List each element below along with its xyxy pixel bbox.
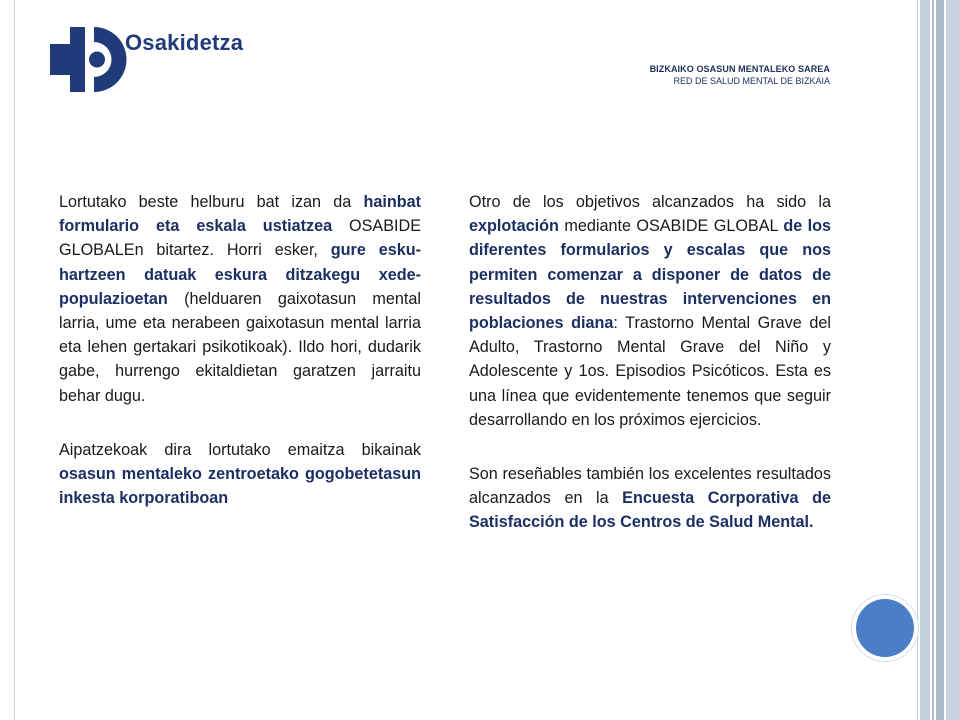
text-run: : Trastorno Mental Grave del Adulto, Trastorno Mental Grave del Niño y Adolescente y 1os. Episodios Psicóticos. Esta es una línea que evidentemente tenemos que seguir desarrollando en los próximos ejercicios.	[469, 314, 831, 429]
text-run: Lortutako beste helburu bat izan da	[59, 193, 364, 211]
decor-strip	[936, 0, 944, 720]
left-paragraph-1	[59, 190, 421, 408]
decor-strip	[946, 0, 960, 720]
left-paragraph-2	[59, 438, 421, 511]
bold-text-run: Encuesta Corporativa de Satisfacción de los Centros de Salud Mental.	[469, 489, 831, 532]
bold-text-run: osasun mentaleko zentroetako gogobetetasun inkesta korporatiboan	[59, 465, 421, 508]
text-run: OSABIDE GLOBALEn bitartez. Horri esker,	[59, 217, 421, 260]
left-column	[59, 190, 421, 510]
org-title	[650, 63, 830, 87]
decor-strip	[920, 0, 930, 720]
bold-text-run: gure esku-hartzeen datuak eskura ditzakegu xede-populazioetan	[59, 241, 421, 308]
decor-strip	[932, 0, 934, 720]
bold-text-run: hainbat formulario eta eskala ustiatzea	[59, 193, 421, 236]
text-run: Son reseñables también los excelentes resultados alcanzados en la	[469, 465, 831, 508]
blue-circle-icon	[856, 599, 914, 657]
bold-text-run: de los diferentes formularios y escalas que nos permiten comenzar a disponer de datos de resultados de nuestras intervenciones en poblaciones diana	[469, 217, 831, 333]
text-run: Otro de los objetivos alcanzados ha sido la	[469, 193, 831, 211]
logo-text: Osakidetza	[125, 30, 244, 55]
org-title-spanish: RED DE SALUD MENTAL DE BIZKAIA	[673, 76, 830, 86]
text-run: mediante OSABIDE GLOBAL	[558, 217, 784, 236]
text-run: (helduaren gaixotasun mental larria, ume eta nerabeen gaixotasun mental larria eta lehen gertakari psikotikoak). Ildo hori, dudarik gabe, hurrengo ekitaldietan garatzen jarraitu behar dugu.	[59, 289, 421, 405]
right-column	[469, 190, 831, 535]
org-title-basque: BIZKAIKO OSASUN MENTALEKO SAREA	[649, 64, 830, 74]
right-paragraph-1	[469, 190, 831, 432]
text-run: Aipatzekoak dira lortutako emaitza bikainak	[59, 440, 421, 459]
bold-text-run: explotación	[469, 217, 559, 236]
right-paragraph-2	[469, 462, 831, 535]
